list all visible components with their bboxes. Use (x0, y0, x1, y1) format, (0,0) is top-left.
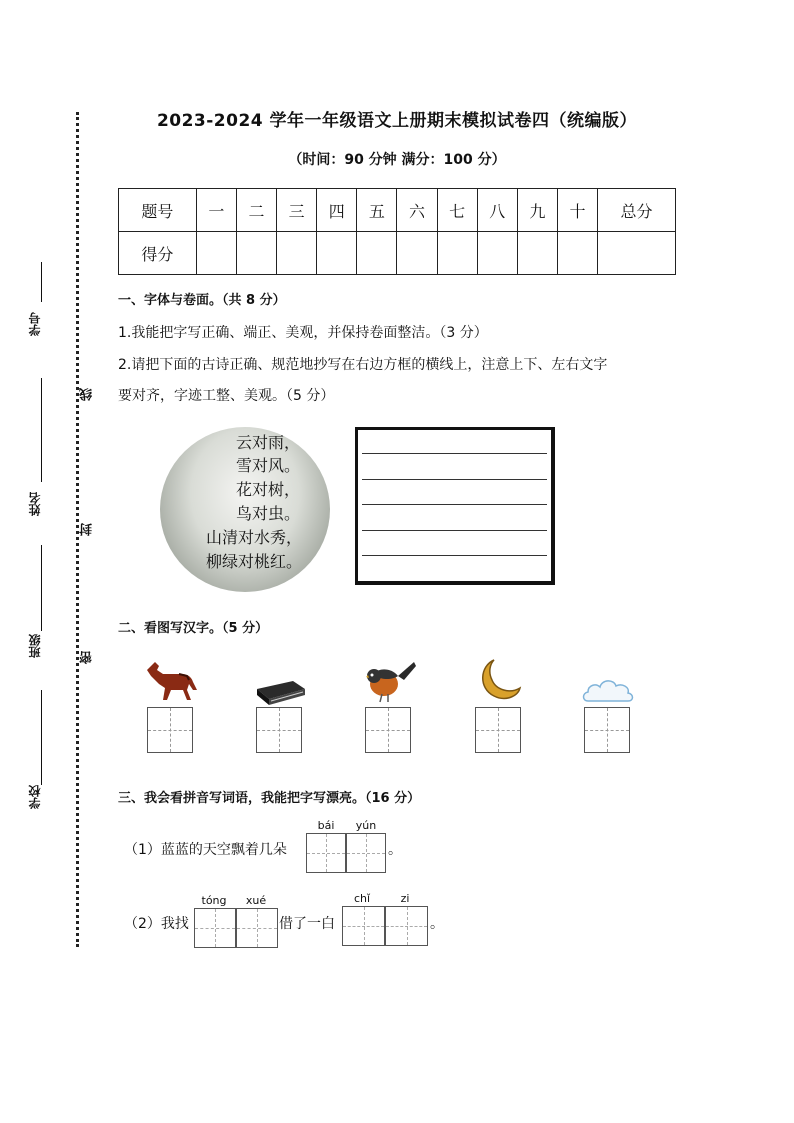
seal-char-feng: 封 (80, 523, 95, 536)
answer-grid-box[interactable] (194, 908, 236, 948)
class-label: 班级 (28, 634, 42, 658)
section1-item2-line2: 要对齐，字迹工整、美观。（5 分） (118, 388, 335, 404)
score-cell: 三 (277, 189, 317, 232)
section1-item1: 1.我能把字写正确、端正、美观，并保持卷面整洁。（3 分） (118, 325, 488, 341)
score-input-cell[interactable] (557, 232, 597, 275)
poem-line: 鸟对虫。 (235, 504, 300, 523)
score-cell: 九 (517, 189, 557, 232)
score-table-score-row (119, 232, 676, 275)
score-label-cell: 得分 (119, 232, 197, 275)
school-line (41, 690, 42, 785)
pinyin-label: bái (317, 819, 335, 832)
pinyin-label: chǐ (353, 892, 371, 905)
moon-icon (472, 656, 528, 702)
copy-line (362, 479, 547, 480)
score-cell: 十 (557, 189, 597, 232)
score-input-cell[interactable] (397, 232, 437, 275)
score-input-cell[interactable] (317, 232, 357, 275)
school-label: 学校 (28, 785, 42, 809)
name-label: 姓名 (28, 492, 42, 516)
poem-ink-painting (160, 427, 330, 592)
score-cell: 一 (196, 189, 236, 232)
answer-grid-box[interactable] (306, 833, 346, 873)
answer-grid-box[interactable] (342, 906, 385, 946)
section1-heading: 一、字体与卷面。（共 8 分） (118, 293, 286, 308)
question2-middle: 借了一白 (279, 916, 335, 932)
exam-subtitle: （时间：90 分钟 满分：100 分） (288, 152, 506, 168)
question2-text: （2）我找 (124, 916, 189, 932)
writing-grid-box[interactable] (475, 707, 521, 753)
exam-title: 2023-2024 学年一年级语文上册期末模拟试卷四（统编版） (156, 111, 638, 131)
score-table-header-row (119, 189, 676, 232)
section1-item2-line1: 2.请把下面的古诗正确、规范地抄写在右边方框的横线上，注意上下、左右文字 (118, 357, 608, 373)
answer-grid-box[interactable] (236, 908, 278, 948)
poem-line: 云对雨， (235, 433, 300, 452)
book-icon (253, 666, 309, 712)
score-input-cell[interactable] (477, 232, 517, 275)
question1-end: 。 (388, 842, 402, 858)
writing-grid-box[interactable] (256, 707, 302, 753)
question2-end: 。 (430, 916, 444, 932)
poem-line: 花对树， (235, 480, 300, 499)
score-table (118, 188, 676, 275)
score-cell: 四 (317, 189, 357, 232)
poem-line: 雪对风。 (235, 456, 300, 475)
copy-line (362, 453, 547, 454)
score-cell: 总分 (598, 189, 676, 232)
bird-icon (362, 658, 418, 704)
score-cell: 题号 (119, 189, 197, 232)
score-input-cell[interactable] (437, 232, 477, 275)
score-cell: 七 (437, 189, 477, 232)
score-input-cell[interactable] (196, 232, 236, 275)
seal-char-xian: 线 (80, 388, 95, 401)
class-line (41, 545, 42, 631)
score-input-cell[interactable] (517, 232, 557, 275)
score-input-cell[interactable] (236, 232, 276, 275)
score-input-cell[interactable] (598, 232, 676, 275)
pinyin-label: xué (245, 894, 267, 907)
section2-heading: 二、看图写汉字。（5 分） (118, 621, 269, 636)
score-cell: 二 (236, 189, 276, 232)
student-id-line (41, 262, 42, 302)
pinyin-label: yún (355, 819, 377, 832)
writing-grid-box[interactable] (584, 707, 630, 753)
poem-line: 柳绿对桃红。 (205, 552, 302, 571)
answer-grid-box[interactable] (385, 906, 428, 946)
score-cell: 六 (397, 189, 437, 232)
score-cell: 五 (357, 189, 397, 232)
section3-heading: 三、我会看拼音写词语，我能把字写漂亮。（16 分） (118, 791, 421, 806)
copy-line (362, 530, 547, 531)
score-cell: 八 (477, 189, 517, 232)
pinyin-label: zi (400, 892, 410, 905)
seal-char-mi: 密 (80, 651, 95, 664)
writing-grid-box[interactable] (365, 707, 411, 753)
poem-copy-box[interactable] (355, 427, 555, 585)
student-id-label: 学号 (28, 312, 42, 336)
horse-icon (143, 656, 199, 702)
poem-line: 山清对水秀， (205, 528, 302, 547)
pinyin-label: tóng (201, 894, 227, 907)
question1-text: （1）蓝蓝的天空飘着几朵 (124, 842, 287, 858)
copy-line (362, 504, 547, 505)
answer-grid-box[interactable] (346, 833, 386, 873)
writing-grid-box[interactable] (147, 707, 193, 753)
copy-line (362, 555, 547, 556)
score-input-cell[interactable] (277, 232, 317, 275)
name-line (41, 378, 42, 482)
score-input-cell[interactable] (357, 232, 397, 275)
